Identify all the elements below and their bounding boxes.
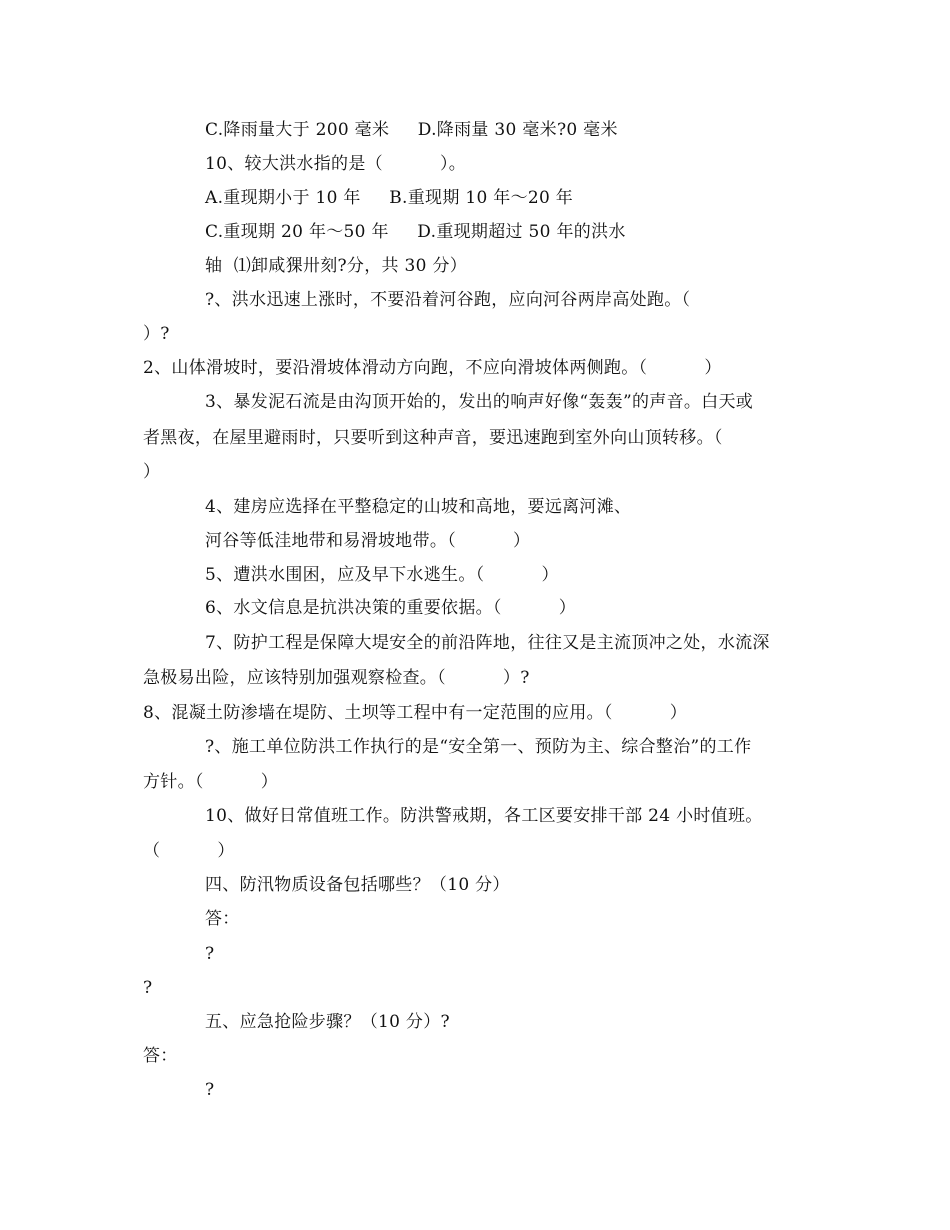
option-line-a-b-return-period: A.重现期小于 10 年 B.重现期 10 年～20 年: [205, 188, 574, 208]
section-5-answer-placeholder: ?: [205, 1080, 215, 1100]
tf-question-6: 6、水文信息是抗洪决策的重要依据。（ ）: [205, 598, 577, 618]
tf-question-10-line-1: 10、做好日常值班工作。防洪警戒期，各工区要安排干部 24 小时值班。: [205, 806, 763, 826]
tf-question-9-line-2: 方针。（ ）: [143, 772, 279, 792]
section-4-answer-placeholder-1: ?: [205, 944, 215, 964]
tf-question-7-line-1: 7、防护工程是保障大堤安全的前沿阵地，往往又是主流顶冲之处，水流深: [205, 633, 770, 653]
tf-question-1: ?、洪水迅速上涨时，不要沿着河谷跑，应向河谷两岸高处跑。（: [205, 290, 691, 310]
tf-question-1-bracket: ）?: [143, 324, 170, 344]
section-5-heading: 五、应急抢险步骤？（10 分）?: [205, 1012, 450, 1032]
tf-question-7-line-2: 急极易出险，应该特别加强观察检查。（ ）?: [143, 668, 530, 688]
option-line-c-d-return-period: C.重现期 20 年～50 年 D.重现期超过 50 年的洪水: [205, 222, 626, 242]
question-10-major-flood: 10、较大洪水指的是（ ）。: [205, 154, 467, 174]
tf-question-3-bracket: ）: [143, 462, 161, 482]
tf-question-8: 8、混凝土防渗墙在堤防、土坝等工程中有一定范围的应用。（ ）: [143, 703, 688, 723]
option-line-c-d-rainfall: C.降雨量大于 200 毫米 D.降雨量 30 毫米?0 毫米: [205, 120, 618, 140]
tf-question-10-bracket: （ ）: [143, 841, 235, 861]
tf-question-3-line-2: 者黑夜，在屋里避雨时，只要听到这种声音，要迅速跑到室外向山顶转移。（: [143, 428, 723, 448]
section-5-answer-label: 答：: [143, 1046, 178, 1066]
tf-question-4-line-2: 河谷等低洼地带和易滑坡地带。（ ）: [205, 531, 531, 551]
tf-question-2: 2、山体滑坡时，要沿滑坡体滑动方向跑，不应向滑坡体两侧跑。（ ）: [143, 358, 722, 378]
section-heading-true-false: 轴 ⑴卸咸猓卅刻?分，共 30 分）: [205, 256, 468, 276]
section-4-answer-placeholder-2: ?: [143, 978, 153, 998]
section-4-heading: 四、防汛物质设备包括哪些？（10 分）: [205, 875, 510, 895]
tf-question-5: 5、遭洪水围困，应及早下水逃生。（ ）: [205, 565, 559, 585]
tf-question-4-line-1: 4、建房应选择在平整稳定的山坡和高地，要远离河滩、: [205, 497, 632, 517]
tf-question-3-line-1: 3、暴发泥石流是由沟顶开始的，发出的响声好像“轰轰”的声音。白天或: [205, 392, 754, 412]
tf-question-9-line-1: ?、施工单位防洪工作执行的是“安全第一、预防为主、综合整治”的工作: [205, 737, 752, 757]
section-4-answer-label: 答：: [205, 909, 240, 929]
